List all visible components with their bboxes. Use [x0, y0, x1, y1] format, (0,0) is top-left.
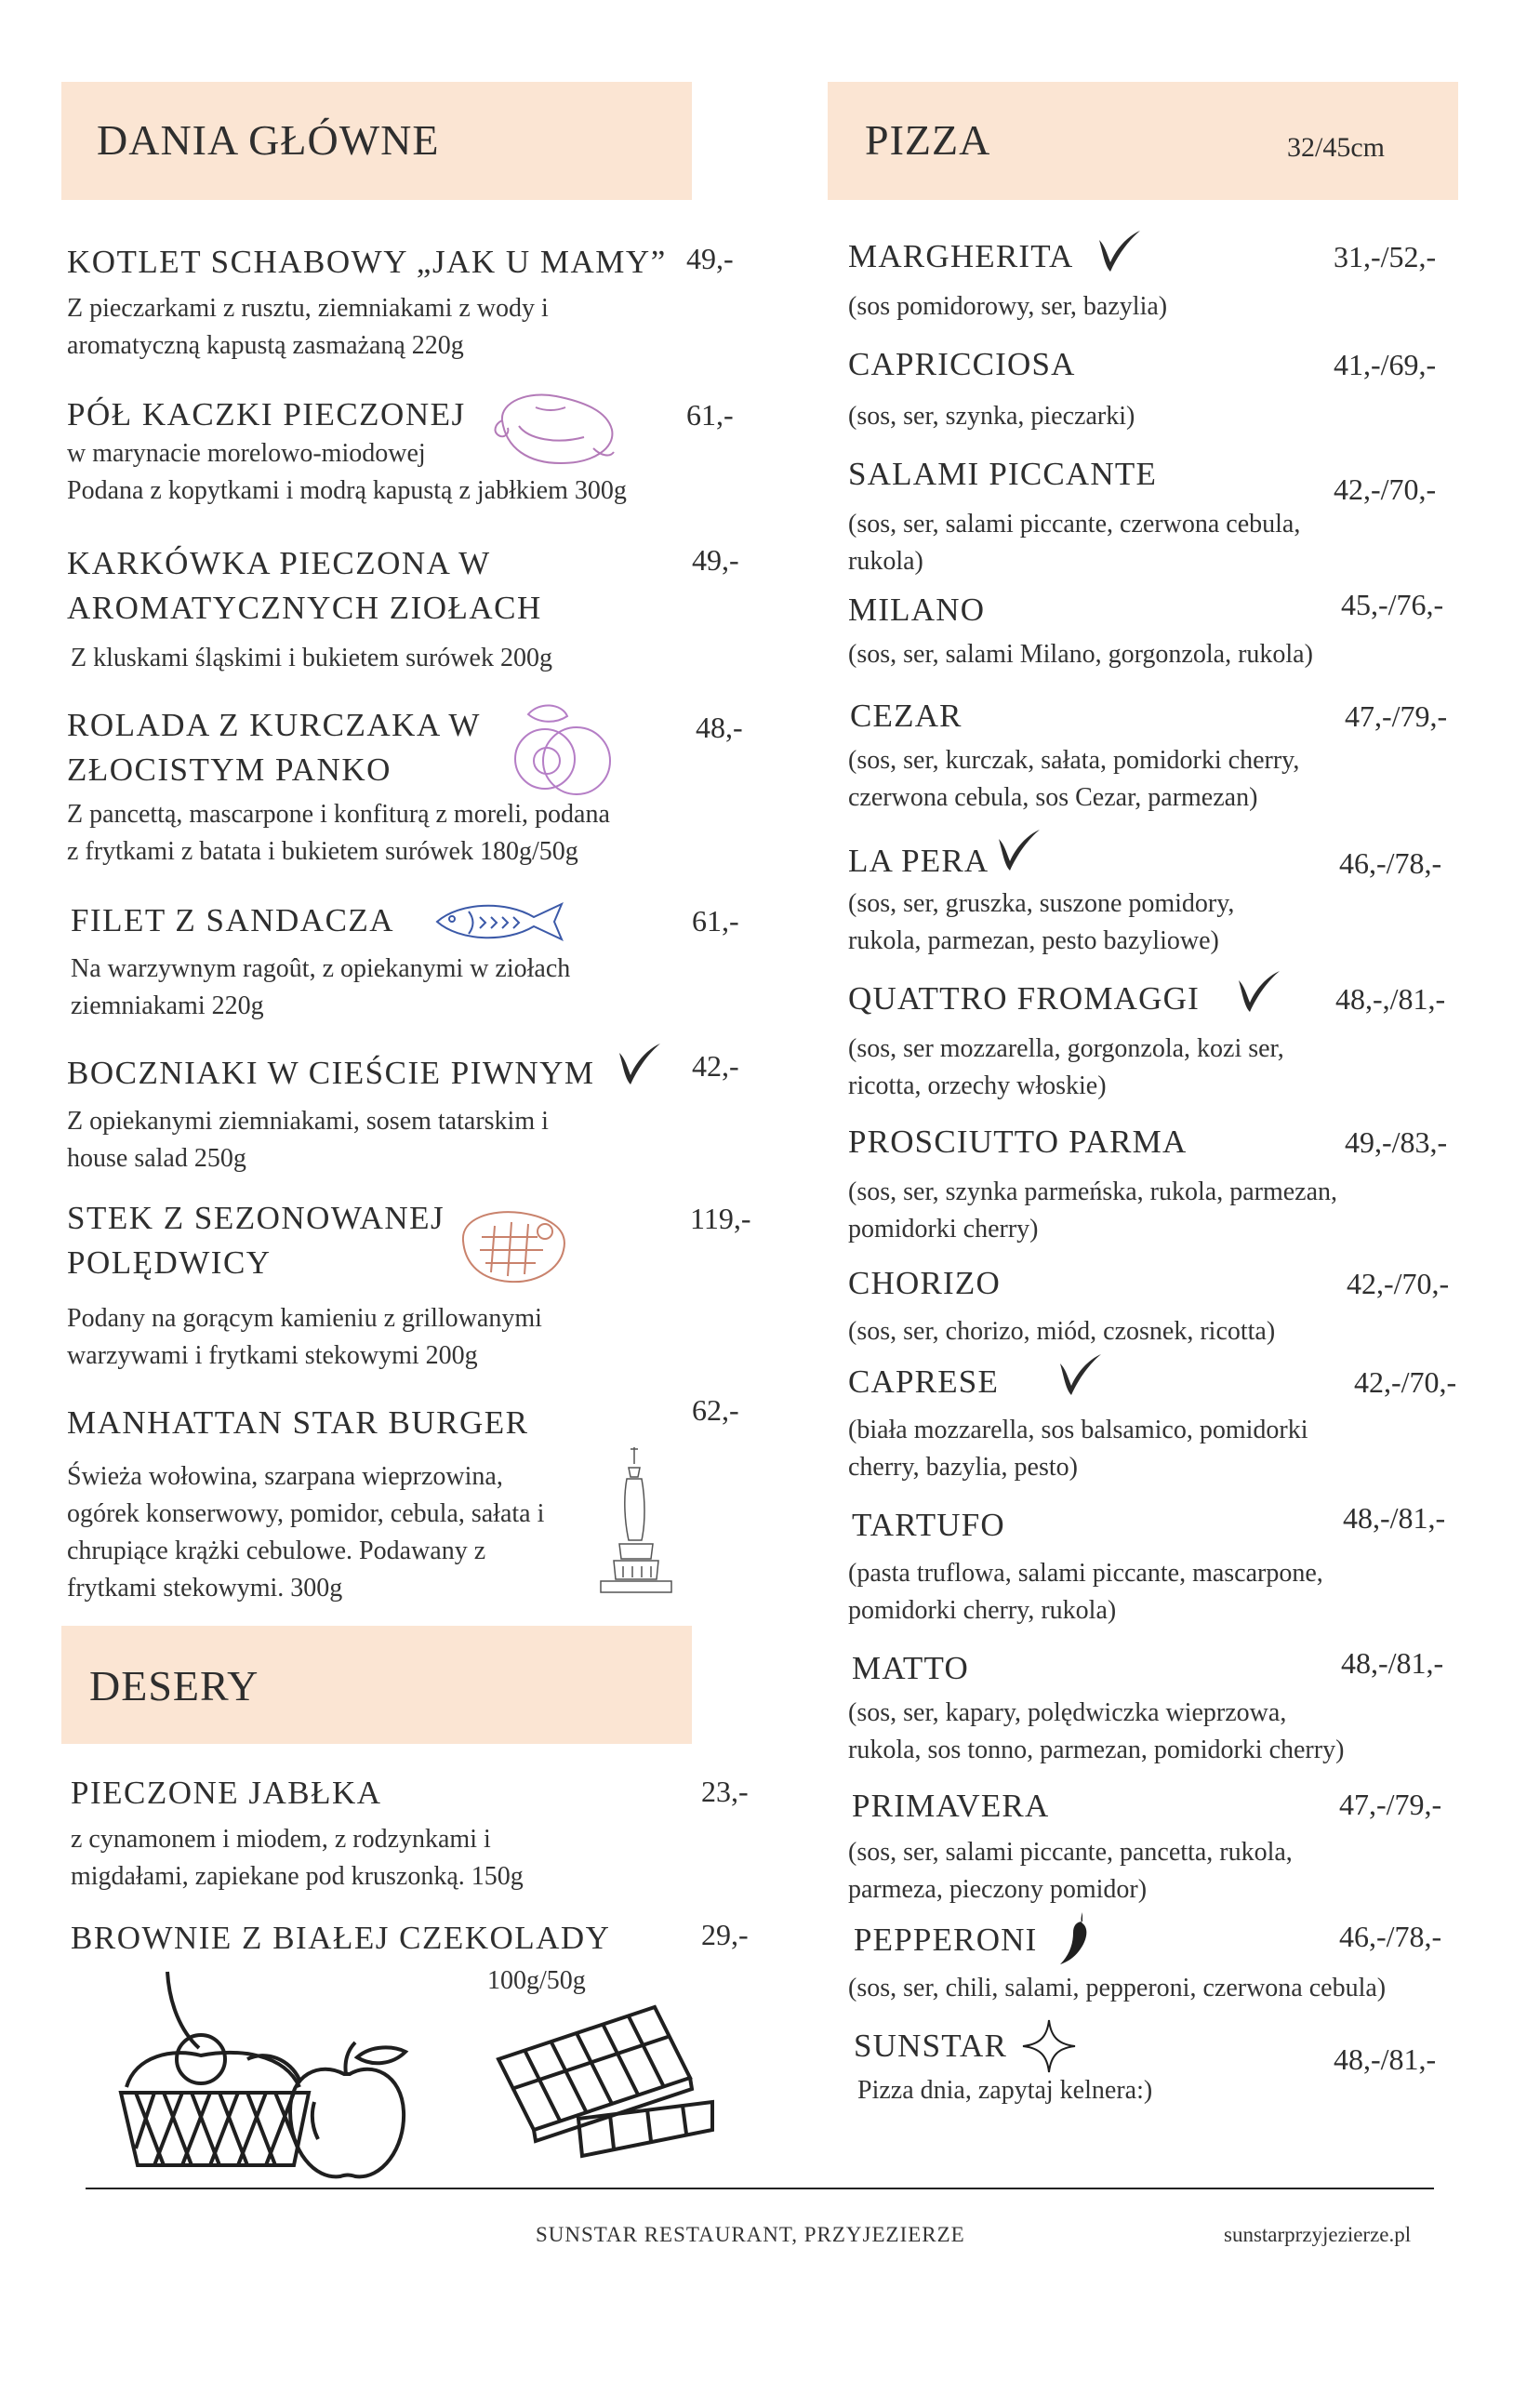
footer-divider: [86, 2188, 1434, 2189]
pizza-item-description: (sos, ser, szynka parmeńska, rukola, parmezan, pomidorki cherry): [848, 1177, 1338, 1244]
menu-item-description: Świeża wołowina, szarpana wieprzowina, ogórek konserwowy, pomidor, cebula, sałata i chrupiące krążki cebulowe. Podawany z frytkami stekowymi. 300g: [67, 1462, 545, 1603]
menu-item-price: 23,-: [701, 1775, 749, 1808]
pizza-item-price: 42,-/70,-: [1347, 1267, 1450, 1300]
pizza-item-price: 46,-/78,-: [1339, 1920, 1442, 1953]
pizza-item-name: CHORIZO: [848, 1265, 1001, 1301]
pizza-item-name: CAPRESE: [848, 1363, 1000, 1400]
pizza-item-description: (sos, ser, szynka, pieczarki): [848, 402, 1135, 431]
pizza-item-name: QUATTRO FROMAGGI: [848, 980, 1200, 1017]
pizza-item-name: PROSCIUTTO PARMA: [848, 1124, 1188, 1160]
pizza-item-price: 48,-/81,-: [1343, 1501, 1446, 1535]
pizza-item-description: (sos, ser, salami Milano, gorgonzola, rukola): [848, 640, 1313, 669]
chili-pepper-icon: [1058, 1910, 1094, 1966]
pizza-item-price: 42,-/70,-: [1334, 472, 1437, 506]
menu-item-price: 42,-: [692, 1049, 739, 1083]
menu-item-price: 119,-: [690, 1202, 751, 1235]
pizza-item-description: (sos pomidorowy, ser, bazylia): [848, 292, 1168, 321]
pizza-item-price: 46,-/78,-: [1339, 846, 1442, 880]
menu-item-name: PÓŁ KACZKI PIECZONEJ: [67, 396, 466, 432]
menu-item-price: 62,-: [692, 1393, 739, 1427]
main-dishes-title: DANIA GŁÓWNE: [97, 116, 440, 164]
menu-item-description: Z opiekanymi ziemniakami, sosem tatarskim i house salad 250g: [67, 1107, 549, 1173]
roast-duck-icon: [491, 383, 621, 469]
fish-icon: [431, 898, 571, 945]
menu-item-price: 61,-: [686, 398, 734, 432]
menu-item-description: Z pieczarkami z rusztu, ziemniakami z wody i aromatyczną kapustą zasmażaną 220g: [67, 294, 549, 360]
footer-website-link[interactable]: sunstarprzyjezierze.pl: [1224, 2223, 1412, 2246]
pizza-item-description: (sos, ser, chili, salami, pepperoni, czerwona cebula): [848, 1974, 1387, 2002]
pizza-item-price: 47,-/79,-: [1345, 699, 1448, 733]
vegetarian-leaf-icon: [1051, 1350, 1103, 1399]
pizza-item-price: 31,-/52,-: [1334, 240, 1437, 273]
pizza-item-description: (biała mozzarella, sos balsamico, pomidorki cherry, bazylia, pesto): [848, 1416, 1308, 1482]
menu-item-description: z cynamonem i miodem, z rodzynkami i migdałami, zapiekane pod kruszonką. 150g: [71, 1825, 524, 1891]
steak-icon: [454, 1204, 575, 1289]
pizza-item-price: 42,-/70,-: [1354, 1365, 1457, 1399]
footer-restaurant-name: SUNSTAR RESTAURANT, PRZYJEZIERZE: [536, 2223, 965, 2246]
menu-item-name: BROWNIE Z BIAŁEJ CZEKOLADY: [71, 1920, 611, 1956]
menu-item-name: KOTLET SCHABOWY „JAK U MAMY”: [67, 244, 667, 280]
pizza-item-price: 48,-,/81,-: [1335, 982, 1446, 1016]
menu-item-name: PIECZONE JABŁKA: [71, 1775, 382, 1811]
menu-item-price: 48,-: [696, 711, 743, 744]
menu-item-description: Z kluskami śląskimi i bukietem surówek 200g: [71, 644, 552, 672]
menu-item-price: 49,-: [686, 242, 734, 275]
menu-item-price: 49,-: [692, 543, 739, 577]
pizza-item-name: MILANO: [848, 592, 986, 628]
menu-item-description: Na warzywnym ragoût, z opiekanymi w ziołach ziemniakami 220g: [71, 954, 571, 1020]
pizza-item-name: CEZAR: [850, 698, 962, 734]
vegetarian-leaf-icon: [610, 1040, 662, 1088]
pizza-item-price: 49,-/83,-: [1345, 1125, 1448, 1159]
pizza-item-name: MARGHERITA: [848, 238, 1074, 274]
pizza-item-price: 48,-/81,-: [1334, 2042, 1437, 2076]
vegetarian-leaf-icon: [989, 826, 1042, 874]
apple-icon: [283, 2037, 413, 2186]
menu-item-description: w marynacie morelowo-miodowej Podana z kopytkami i modrą kapustą z jabłkiem 300g: [67, 439, 627, 505]
pizza-item-name: SALAMI PICCANTE: [848, 456, 1158, 492]
menu-item-name: BOCZNIAKI W CIEŚCIE PIWNYM: [67, 1055, 595, 1091]
pizza-item-name: CAPRICCIOSA: [848, 346, 1076, 382]
menu-item-price: 61,-: [692, 904, 739, 938]
pizza-title: PIZZA: [865, 116, 991, 164]
pizza-item-description: (sos, ser, salami piccante, pancetta, rukola, parmeza, pieczony pomidor): [848, 1838, 1293, 1904]
menu-item-name: KARKÓWKA PIECZONA W AROMATYCZNYCH ZIOŁACH: [67, 545, 542, 626]
pizza-item-description: (pasta truflowa, salami piccante, mascarpone, pomidorki cherry, rukola): [848, 1559, 1323, 1625]
pizza-item-description: (sos, ser, kapary, polędwiczka wieprzowa, rukola, sos tonno, parmezan, pomidorki cherry): [848, 1698, 1345, 1764]
pizza-size-label: 32/45cm: [1287, 132, 1385, 163]
menu-item-description: 100g/50g: [487, 1966, 586, 1995]
menu-item-name: MANHATTAN STAR BURGER: [67, 1404, 529, 1441]
menu-item-price: 29,-: [701, 1918, 749, 1951]
pizza-item-name: LA PERA: [848, 843, 989, 879]
vegetarian-leaf-icon: [1229, 967, 1281, 1016]
pizza-item-name: SUNSTAR: [854, 2028, 1008, 2064]
pizza-item-price: 41,-/69,-: [1334, 348, 1437, 381]
pizza-item-description: (sos, ser mozzarella, gorgonzola, kozi ser, ricotta, orzechy włoskie): [848, 1034, 1284, 1100]
sparkle-star-icon: [1019, 2016, 1079, 2076]
pizza-item-name: MATTO: [852, 1650, 969, 1686]
pizza-item-description: (sos, ser, chorizo, miód, czosnek, ricotta): [848, 1317, 1276, 1346]
pizza-item-description: Pizza dnia, zapytaj kelnera:): [857, 2076, 1153, 2105]
pizza-item-price: 48,-/81,-: [1341, 1646, 1444, 1680]
menu-item-description: Podany na gorącym kamieniu z grillowanymi warzywami i frytkami stekowymi 200g: [67, 1304, 542, 1370]
pizza-item-name: TARTUFO: [852, 1507, 1005, 1543]
pizza-item-price: 47,-/79,-: [1339, 1788, 1442, 1821]
menu-item-name: STEK Z SEZONOWANEJ POLĘDWICY: [67, 1200, 445, 1281]
menu-item-description: Z pancettą, mascarpone i konfiturą z moreli, podana z frytkami z batata i bukietem surówek 180g/50g: [67, 800, 610, 866]
desserts-title: DESERY: [89, 1662, 259, 1709]
apricot-icon: [491, 696, 621, 800]
pizza-item-description: (sos, ser, salami piccante, czerwona cebula, rukola): [848, 510, 1301, 576]
pizza-item-name: PEPPERONI: [854, 1922, 1038, 1958]
statue-of-liberty-icon: [591, 1443, 681, 1598]
vegetarian-leaf-icon: [1090, 227, 1142, 275]
pizza-item-description: (sos, ser, kurczak, sałata, pomidorki cherry, czerwona cebula, sos Cezar, parmezan): [848, 746, 1300, 812]
pizza-item-name: PRIMAVERA: [852, 1788, 1050, 1824]
menu-item-name: ROLADA Z KURCZAKA W ZŁOCISTYM PANKO: [67, 707, 481, 788]
pizza-item-price: 45,-/76,-: [1341, 588, 1444, 621]
menu-item-name: FILET Z SANDACZA: [71, 902, 395, 938]
chocolate-bar-icon: [489, 2000, 720, 2163]
pizza-item-description: (sos, ser, gruszka, suszone pomidory, rukola, parmezan, pesto bazyliowe): [848, 889, 1235, 955]
